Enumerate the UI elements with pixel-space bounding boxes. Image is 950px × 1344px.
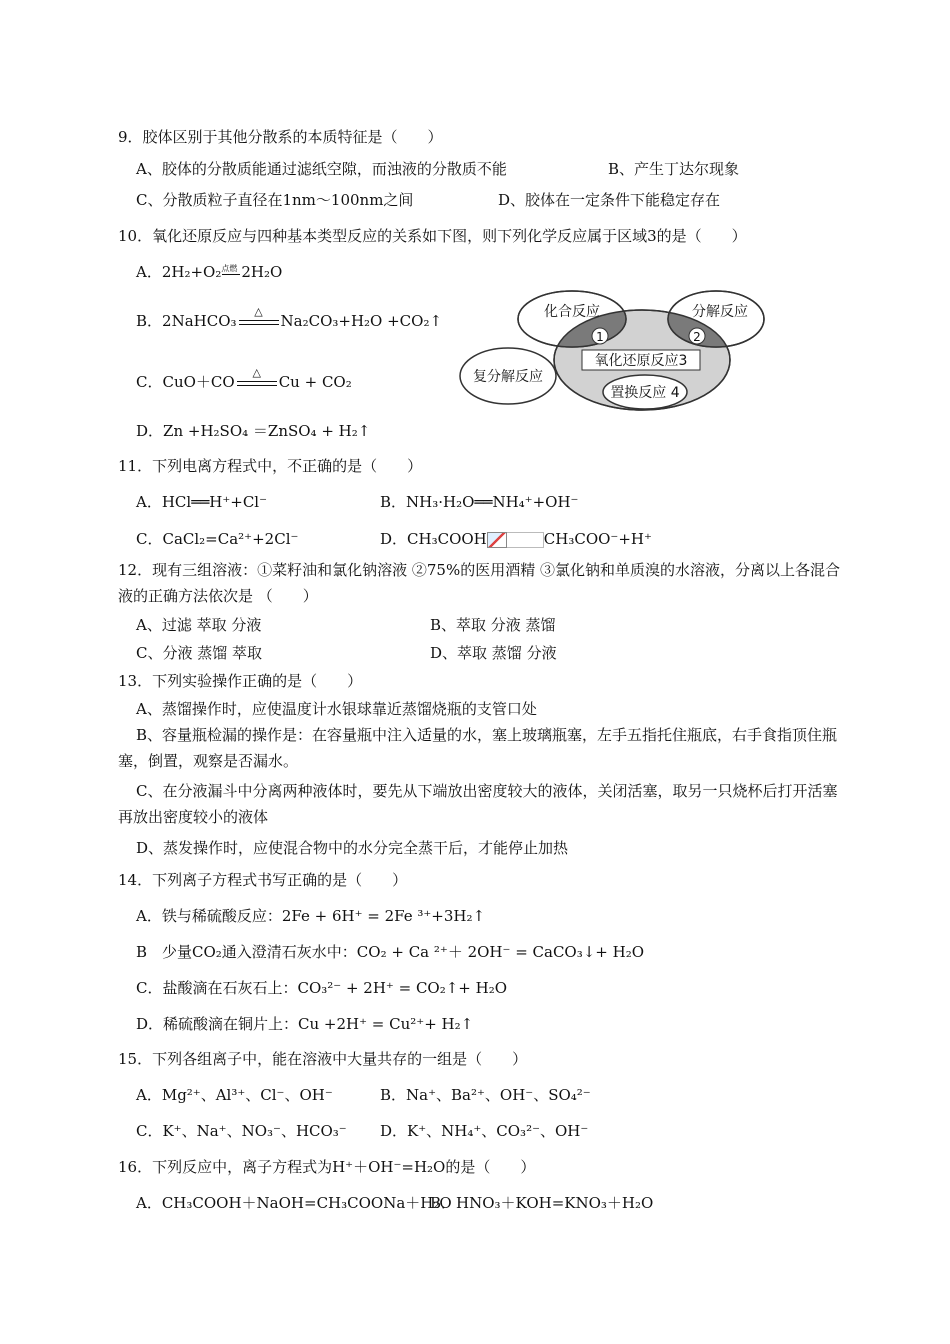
region-1-number: 1	[596, 330, 604, 344]
decomposition-label: 分解反应	[692, 304, 748, 320]
q11-option-a: A．HCl══H⁺+Cl⁻	[136, 493, 268, 511]
q11-option-b: B．NH₃·H₂O══NH₄⁺+OH⁻	[380, 493, 579, 511]
combination-label: 化合反应	[544, 304, 600, 320]
products: Cu + CO₂	[278, 373, 352, 391]
products: 2H₂O	[241, 263, 283, 281]
q14-option-d: D．稀硫酸滴在铜片上：Cu +2H⁺ = Cu²⁺+ H₂↑	[136, 1015, 474, 1033]
displacement-label: 置换反应 4	[610, 385, 680, 401]
q9-option-b: B、产生丁达尔现象	[608, 160, 740, 178]
q13-option-b: B、容量瓶检漏的操作是：在容量瓶中注入适量的水，塞上玻璃瓶塞，左手五指托住瓶底，右手食指顶住瓶塞，倒置，观察是否漏水。	[118, 726, 838, 770]
q13-option-a: A、蒸馏操作时，应使温度计水银球靠近蒸馏烧瓶的支管口处	[136, 700, 537, 718]
heat-equals-sign	[237, 305, 281, 332]
q11-stem: 11．下列电离方程式中，不正确的是（ ）	[118, 457, 423, 475]
equation-right: CH₃COO⁻+H⁺	[543, 530, 652, 548]
q16-stem: 16．下列反应中，离子方程式为H⁺＋OH⁻=H₂O的是（ ）	[118, 1158, 536, 1176]
q16-option-b: B．HNO₃＋KOH=KNO₃＋H₂O	[430, 1194, 654, 1212]
reaction-type-venn-diagram	[458, 286, 778, 416]
q12-option-c: C、分液 蒸馏 萃取	[136, 644, 263, 662]
reversible-arrow-placeholder	[507, 532, 544, 548]
q11-option-d	[380, 529, 652, 549]
q13-stem: 13．下列实验操作正确的是（ ）	[118, 672, 363, 690]
q14-stem: 14．下列离子方程式书写正确的是（ ）	[118, 871, 408, 889]
broken-image-icon	[487, 532, 507, 548]
q12-option-a: A、过滤 萃取 分液	[136, 616, 262, 634]
q15-stem: 15．下列各组离子中，能在溶液中大量共存的一组是（ ）	[118, 1050, 528, 1068]
q10-stem: 10．氧化还原反应与四种基本类型反应的关系如下图，则下列化学反应属于区域3的是（ ）	[118, 227, 747, 245]
q12-stem: 12．现有三组溶液：①菜籽油和氯化钠溶液 ②75%的医用酒精 ③氯化钠和单质溴的水溶液，分离以上各混合液的正确方法依次是 （ ）	[118, 561, 840, 605]
heat-triangle-icon: △	[254, 305, 263, 318]
q13-option-d: D、蒸发操作时，应使混合物中的水分完全蒸干后，才能停止加热	[136, 839, 569, 857]
equation-left: D．CH₃COOH	[380, 530, 487, 548]
q12-option-b: B、萃取 分液 蒸馏	[430, 616, 556, 634]
products: Na₂CO₃+H₂O +CO₂↑	[280, 312, 443, 330]
reaction-condition	[221, 265, 241, 281]
q14-option-b: B 少量CO₂通入澄清石灰水中：CO₂ + Ca ²⁺＋ 2OH⁻ = CaCO₃↓+ H₂O	[136, 943, 645, 961]
q15-option-a: A．Mg²⁺、Al³⁺、Cl⁻、OH⁻	[136, 1086, 333, 1104]
q10-option-d: D．Zn +H₂SO₄ ＝ZnSO₄ + H₂↑	[136, 422, 371, 440]
q9-option-d: D、胶体在一定条件下能稳定存在	[498, 191, 721, 209]
heat-triangle-icon: △	[252, 366, 261, 379]
q15-option-c: C．K⁺、Na⁺、NO₃⁻、HCO₃⁻	[136, 1122, 347, 1140]
option-label: A．	[136, 263, 162, 281]
reactants: 2NaHCO₃	[162, 312, 237, 330]
q14-option-a: A．铁与稀硫酸反应：2Fe + 6H⁺ = 2Fe ³⁺+3H₂↑	[136, 907, 486, 925]
double-decomposition-label: 复分解反应	[473, 369, 543, 385]
q14-option-c: C．盐酸滴在石灰石上：CO₃²⁻ + 2H⁺ = CO₂↑+ H₂O	[136, 979, 508, 997]
q10-option-a	[136, 262, 282, 282]
option-label: B．	[136, 312, 163, 330]
q13-option-c: C、在分液漏斗中分离两种液体时，要先从下端放出密度较大的液体，关闭活塞，取另一只烧杯后打开活塞再放出密度较小的液体	[118, 782, 838, 826]
heat-equals-sign	[235, 366, 279, 393]
q12-option-d: D、萃取 蒸馏 分液	[430, 644, 557, 662]
reactants: CuO＋CO	[162, 373, 235, 391]
option-label: C．	[136, 373, 163, 391]
q10-option-b	[136, 305, 443, 332]
q16-option-a: A．CH₃COOH＋NaOH=CH₃COONa＋H₂O	[136, 1194, 452, 1212]
condition-text: 点燃	[221, 264, 238, 273]
q15-option-d: D．K⁺、NH₄⁺、CO₃²⁻、OH⁻	[380, 1122, 589, 1140]
reactants: 2H₂+O₂	[161, 263, 222, 281]
q15-option-b: B．Na⁺、Ba²⁺、OH⁻、SO₄²⁻	[380, 1086, 591, 1104]
q11-option-c: C．CaCl₂=Ca²⁺+2Cl⁻	[136, 530, 299, 548]
q9-stem: 9．胶体区别于其他分散系的本质特征是（ ）	[118, 128, 443, 146]
q9-option-c: C、分散质粒子直径在1nm～100nm之间	[136, 191, 414, 209]
q9-option-a: A、胶体的分散质能通过滤纸空隙，而浊液的分散质不能	[136, 160, 507, 178]
region-2-number: 2	[693, 330, 701, 344]
redox-label: 氧化还原反应3	[594, 353, 688, 369]
q10-option-c	[136, 366, 352, 393]
